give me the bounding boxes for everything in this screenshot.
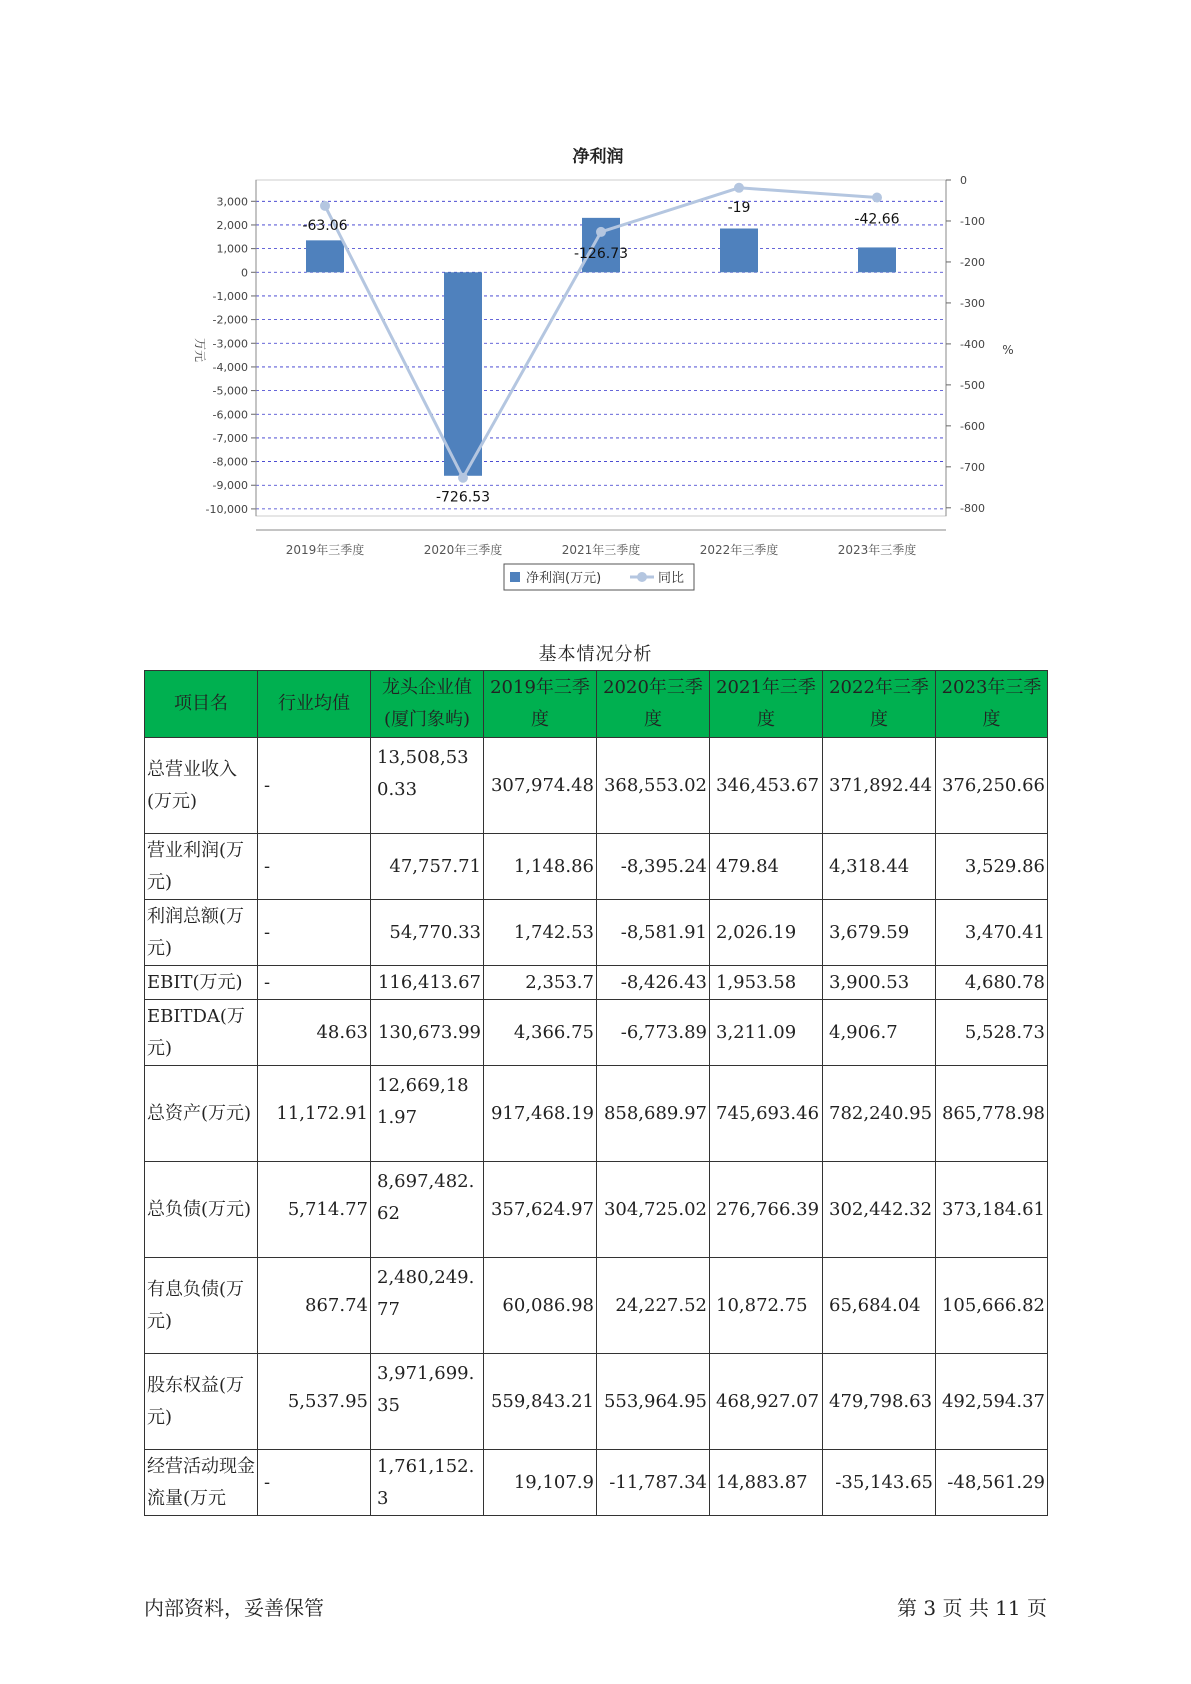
table-cell: 60,086.98 <box>484 1258 597 1354</box>
table-cell: 48.63 <box>258 1000 371 1066</box>
table-cell: - <box>258 1450 371 1516</box>
header-2021q3: 2021年三季度 <box>710 671 823 738</box>
right-axis-title: % <box>1002 343 1014 357</box>
table-row <box>145 1450 1048 1516</box>
table-cell: 858,689.97 <box>597 1066 710 1162</box>
table-cell: -48,561.29 <box>936 1450 1048 1516</box>
category-label: 2022年三季度 <box>699 543 779 557</box>
category-label: 2021年三季度 <box>561 543 641 557</box>
table-cell: 346,453.67 <box>710 738 823 834</box>
table-cell: 47,757.71 <box>371 834 484 900</box>
left-tick-label: -3,000 <box>212 337 248 351</box>
row-label-cell: EBITDA(万元) <box>145 1000 258 1066</box>
table-cell: 479,798.63 <box>823 1354 936 1450</box>
table-cell: 479.84 <box>710 834 823 900</box>
left-tick-label: 0 <box>241 266 248 280</box>
point-yoy <box>458 473 468 483</box>
table-cell: 14,883.87 <box>710 1450 823 1516</box>
table-row <box>145 1258 1048 1354</box>
table-cell: 2,353.7 <box>484 966 597 1000</box>
table-cell: -6,773.89 <box>597 1000 710 1066</box>
table-cell: 468,927.07 <box>710 1354 823 1450</box>
bar-net-profit <box>720 229 758 273</box>
legend-line-label: 同比 <box>658 571 685 586</box>
table-cell: 19,107.9 <box>484 1450 597 1516</box>
header-2023q3: 2023年三季度 <box>936 671 1048 738</box>
table-row <box>145 900 1048 966</box>
header-2019q3: 2019年三季度 <box>484 671 597 738</box>
table-cell: -8,581.91 <box>597 900 710 966</box>
right-tick-label: -600 <box>960 419 985 433</box>
table-cell: 13,508,530.33 <box>371 738 484 834</box>
table-cell: - <box>258 738 371 834</box>
header-2020q3: 2020年三季度 <box>597 671 710 738</box>
data-label-yoy: -126.73 <box>573 245 629 262</box>
point-yoy <box>320 201 330 211</box>
data-label-yoy: -726.53 <box>435 489 491 506</box>
row-label-cell: 总营业收入(万元) <box>145 738 258 834</box>
table-row <box>145 1066 1048 1162</box>
right-tick-label: -100 <box>960 214 985 228</box>
header-item-name: 项目名 <box>145 671 258 738</box>
table-cell: 116,413.67 <box>371 966 484 1000</box>
header-2022q3: 2022年三季度 <box>823 671 936 738</box>
right-tick-label: -800 <box>960 501 985 515</box>
footer-page-number: 第 3 页 共 11 页 <box>897 1596 1047 1620</box>
left-tick-label: -2,000 <box>212 313 248 327</box>
table-cell: 3,971,699.35 <box>371 1354 484 1450</box>
table-cell: - <box>258 900 371 966</box>
table-cell: 11,172.91 <box>258 1066 371 1162</box>
table-cell: 5,537.95 <box>258 1354 371 1450</box>
point-yoy <box>734 183 744 193</box>
left-tick-label: 1,000 <box>216 242 248 256</box>
table-cell: 4,318.44 <box>823 834 936 900</box>
left-tick-label: 2,000 <box>216 218 248 232</box>
table-cell: 3,900.53 <box>823 966 936 1000</box>
table-cell: 5,528.73 <box>936 1000 1048 1066</box>
table-cell: 917,468.19 <box>484 1066 597 1162</box>
table-cell: 559,843.21 <box>484 1354 597 1450</box>
table-cell: 4,366.75 <box>484 1000 597 1066</box>
bar-net-profit <box>306 240 344 272</box>
row-label-cell: 总资产(万元) <box>145 1066 258 1162</box>
table-cell: 3,211.09 <box>710 1000 823 1066</box>
footer-confidential-note: 内部资料，妥善保管 <box>144 1596 324 1620</box>
category-label: 2019年三季度 <box>285 543 365 557</box>
legend-bar-label: 净利润(万元) <box>526 571 602 586</box>
right-tick-label: -200 <box>960 255 985 269</box>
table-cell: 4,680.78 <box>936 966 1048 1000</box>
left-tick-label: 3,000 <box>216 195 248 209</box>
table-cell: 1,761,152.3 <box>371 1450 484 1516</box>
legend-line-marker <box>637 572 647 582</box>
table-row <box>145 966 1048 1000</box>
table-cell: 12,669,181.97 <box>371 1066 484 1162</box>
table-cell: 553,964.95 <box>597 1354 710 1450</box>
table-cell: 5,714.77 <box>258 1162 371 1258</box>
row-label-cell: 有息负债(万元) <box>145 1258 258 1354</box>
chart-title: 净利润 <box>572 147 624 167</box>
bar-net-profit <box>444 272 482 475</box>
table-cell: 2,026.19 <box>710 900 823 966</box>
left-tick-label: -1,000 <box>212 289 248 303</box>
legend-bar-swatch <box>510 572 520 582</box>
row-label-cell: 经营活动现金流量(万元 <box>145 1450 258 1516</box>
table-cell: 782,240.95 <box>823 1066 936 1162</box>
table-cell: 371,892.44 <box>823 738 936 834</box>
table-row <box>145 1162 1048 1258</box>
data-label-yoy: -42.66 <box>854 211 900 228</box>
point-yoy <box>872 192 882 202</box>
table-cell: 302,442.32 <box>823 1162 936 1258</box>
table-cell: - <box>258 834 371 900</box>
right-tick-label: 0 <box>960 174 967 187</box>
table-cell: 2,480,249.77 <box>371 1258 484 1354</box>
table-cell: 3,470.41 <box>936 900 1048 966</box>
table-row <box>145 1354 1048 1450</box>
table-cell: 865,778.98 <box>936 1066 1048 1162</box>
table-row <box>145 738 1048 834</box>
table-cell: 3,529.86 <box>936 834 1048 900</box>
table-row <box>145 834 1048 900</box>
category-label: 2020年三季度 <box>423 543 503 557</box>
table-cell: 376,250.66 <box>936 738 1048 834</box>
left-tick-label: -5,000 <box>212 384 248 398</box>
table-cell: 54,770.33 <box>371 900 484 966</box>
table-cell: -11,787.34 <box>597 1450 710 1516</box>
table-cell: 24,227.52 <box>597 1258 710 1354</box>
category-label: 2023年三季度 <box>837 543 917 557</box>
chart-svg <box>0 0 1191 600</box>
bar-net-profit <box>858 247 896 272</box>
table-cell: 276,766.39 <box>710 1162 823 1258</box>
table-cell: 492,594.37 <box>936 1354 1048 1450</box>
table-cell: -8,395.24 <box>597 834 710 900</box>
data-label-yoy: -63.06 <box>302 217 348 234</box>
table-cell: 1,742.53 <box>484 900 597 966</box>
right-tick-label: -700 <box>960 460 985 474</box>
row-label-cell: 股东权益(万元) <box>145 1354 258 1450</box>
row-label-cell: 总负债(万元) <box>145 1162 258 1258</box>
table-cell: 745,693.46 <box>710 1066 823 1162</box>
table-cell: 867.74 <box>258 1258 371 1354</box>
row-label-cell: 营业利润(万元) <box>145 834 258 900</box>
table-cell: 307,974.48 <box>484 738 597 834</box>
table-cell: 130,673.99 <box>371 1000 484 1066</box>
right-tick-label: -300 <box>960 296 985 310</box>
table-cell: 4,906.7 <box>823 1000 936 1066</box>
left-axis-title: 万元 <box>193 337 207 363</box>
table-cell: -35,143.65 <box>823 1450 936 1516</box>
table-cell: - <box>258 966 371 1000</box>
left-tick-label: -10,000 <box>205 502 248 516</box>
header-leader-value: 龙头企业值(厦门象屿) <box>371 671 484 738</box>
table-caption: 基本情况分析 <box>538 644 653 665</box>
data-label-yoy: -19 <box>727 199 751 216</box>
left-tick-label: -6,000 <box>212 408 248 422</box>
left-tick-label: -9,000 <box>212 479 248 493</box>
header-industry-avg: 行业均值 <box>258 671 371 738</box>
table-header-row <box>145 671 1048 738</box>
right-tick-label: -500 <box>960 378 985 392</box>
table-cell: 8,697,482.62 <box>371 1162 484 1258</box>
row-label-cell: 利润总额(万元) <box>145 900 258 966</box>
table-cell: -8,426.43 <box>597 966 710 1000</box>
table-cell: 65,684.04 <box>823 1258 936 1354</box>
left-tick-label: -7,000 <box>212 431 248 445</box>
table-cell: 304,725.02 <box>597 1162 710 1258</box>
point-yoy <box>596 227 606 237</box>
net-profit-chart <box>0 0 1191 600</box>
row-label-cell: EBIT(万元) <box>145 966 258 1000</box>
table-cell: 1,148.86 <box>484 834 597 900</box>
table-cell: 105,666.82 <box>936 1258 1048 1354</box>
table-cell: 10,872.75 <box>710 1258 823 1354</box>
table-cell: 357,624.97 <box>484 1162 597 1258</box>
table-cell: 368,553.02 <box>597 738 710 834</box>
table-row <box>145 1000 1048 1066</box>
left-tick-label: -8,000 <box>212 455 248 469</box>
right-tick-label: -400 <box>960 337 985 351</box>
left-tick-label: -4,000 <box>212 360 248 374</box>
table-cell: 373,184.61 <box>936 1162 1048 1258</box>
basic-analysis-table <box>144 670 1048 1516</box>
table-cell: 3,679.59 <box>823 900 936 966</box>
table-cell: 1,953.58 <box>710 966 823 1000</box>
